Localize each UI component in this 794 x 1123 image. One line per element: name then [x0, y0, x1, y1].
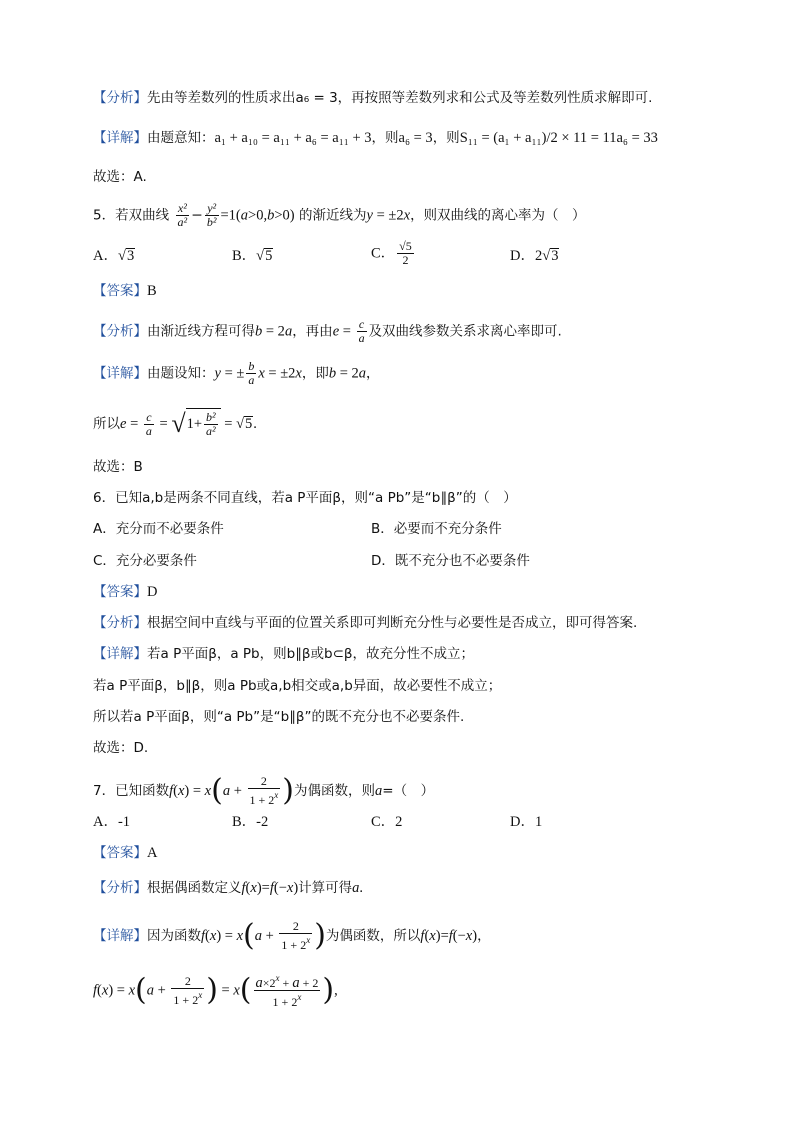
- q6-option-d: D．既不充分也不必要条件: [371, 553, 530, 569]
- answer-tag: 【答案】: [93, 283, 147, 299]
- q5-option-d: D．2√3: [510, 248, 559, 264]
- q7-option-a: A．-1: [93, 814, 131, 830]
- q6-option-a: A．充分而不必要条件: [93, 521, 224, 537]
- q7-detail-end: ，: [477, 928, 491, 944]
- q4-detail-formula2: a₆ = 3: [398, 130, 433, 146]
- q6-line3: 所以若a P平面β，则“a Pb”是“b∥β”的既不充分也不必要条件.: [93, 709, 465, 725]
- q7-option-c: C．2: [371, 814, 403, 830]
- q6-answer: D: [147, 584, 158, 600]
- q5-detail-prefix: 由题设知：: [147, 365, 215, 382]
- q6-answer-line: 【答案】D: [93, 584, 158, 600]
- q6-option-b: B．必要而不充分条件: [371, 521, 502, 537]
- q6-detail-line: 【详解】若a P平面β，a Pb，则b∥β或b⊂β，故充分性不成立；: [93, 646, 475, 662]
- q5-so-line: 所以e = $\frac{c}{a}$ = √1+ $\frac{\text{b²}}{\text{a²}}$ = √5.: [93, 409, 257, 439]
- q5-detail-mid: ，即: [301, 365, 329, 382]
- q4-detail-line: 【详解】由题意知：a₁ + a₁₀ = a₁₁ + a₆ = a₁₁ + 3，则a₆ = 3，则S₁₁ = (a₁ + a₁₁)/2 × 11 = 11a₆ = 33: [93, 130, 658, 146]
- q4-detail-formula3: S₁₁ = (a₁ + a₁₁)/2 × 11 = 11a₆ = 33: [459, 130, 658, 146]
- q5-analysis-prefix: 由渐近线方程可得: [147, 323, 255, 340]
- q7-detail-prefix: 因为函数: [147, 928, 201, 944]
- q6-line2: 若a P平面β，b∥β，则a Pb或a,b相交或a,b异面，故必要性不成立；: [93, 678, 502, 694]
- q5-analysis-suffix: 及双曲线参数关系求离心率即可.: [368, 323, 562, 340]
- q7-analysis-line: 【分析】根据偶函数定义f(x)=f(−x)计算可得a.: [93, 880, 364, 896]
- q7-option-b: B．-2: [232, 814, 269, 830]
- q7-stem-end: =（ ）: [382, 783, 435, 799]
- q5-x2-over-a2: $\frac{\text{x²}}{\text{a²}}$: [177, 201, 188, 229]
- q7-answer-line: 【答案】A: [93, 845, 158, 861]
- q7-option-d: D．1: [510, 814, 543, 830]
- analysis-tag: 【分析】: [93, 90, 147, 106]
- q6-stem: 6．已知a,b是两条不同直线，若a P平面β，则“a Pb”是“b∥β”的（ ）: [93, 490, 517, 506]
- q5-stem-mid: 的渐近线为: [299, 207, 367, 224]
- q5-answer-line: [93, 281, 157, 301]
- q7-expansion-line: f(x) = x(a + $\frac{2}{1 + 2^x}$ ) = x( $\frac{a\times 2^x + a + 2}{1 + 2^x}$ ),: [93, 972, 338, 1009]
- q6-analysis-text: 根据空间中直线与平面的位置关系即可判断充分性与必要性是否成立，即可得答案.: [147, 615, 638, 631]
- q5-analysis-mid: ，再由: [292, 323, 333, 340]
- q5-stem-prefix: 5．若双曲线: [93, 207, 170, 224]
- detail-tag: 【详解】: [93, 130, 147, 146]
- q6-detail-text: 若a P平面β，a Pb，则b∥β或b⊂β，故充分性不成立；: [147, 646, 475, 662]
- q7-stem-suffix: 为偶函数，则: [294, 783, 376, 799]
- q5-answer: B: [147, 283, 157, 299]
- q7-detail-mid: 为偶函数，所以: [325, 928, 421, 944]
- q5-analysis-line: 【分析】由渐近线方程可得b = 2a，再由e = $\frac{c}{a}$ 及双曲线参数关系求离心率即可.: [93, 317, 562, 345]
- q7-analysis-suffix: 计算可得: [298, 880, 353, 896]
- q5-option-b: B．√5: [232, 248, 273, 264]
- q6-analysis-line: 【分析】根据空间中直线与平面的位置关系即可判断充分性与必要性是否成立，即可得答案.: [93, 615, 638, 631]
- q5-so-prefix: 所以: [93, 416, 120, 432]
- q5-option-c: C． $\frac{√5}{2}$: [371, 239, 412, 267]
- q7-stem: 7．已知函数f(x) = x(a + $\frac{2}{1 + 2^x}$ )为偶函数，则a=（ ）: [93, 773, 435, 808]
- q5-choose: 故选：B: [93, 459, 143, 475]
- q7-analysis-prefix: 根据偶函数定义: [147, 880, 242, 896]
- q4-analysis-line: [93, 88, 652, 108]
- q5-stem-suffix: ，则双曲线的离心率为（ ）: [410, 207, 586, 224]
- q4-analysis-text: 先由等差数列的性质求出a₆ = 3，再按照等差数列求和公式及等差数列性质求解即可.: [147, 90, 653, 106]
- q7-detail-line: 【详解】因为函数f(x) = x(a + $\frac{2}{1 + 2^x}$ )为偶函数，所以f(x)=f(−x)，: [93, 918, 491, 953]
- q5-stem: 5．若双曲线 $\frac{\text{x²}}{\text{a²}}$ − $\frac{\text{y²}}{\text{b²}}$ =1(a>0,b>0) 的渐近线为y = ±2x，则双曲线的离心率为（ ）: [93, 201, 586, 229]
- q5-y2-over-b2: $\frac{\text{y²}}{\text{b²}}$: [206, 201, 217, 229]
- q5-option-a: A．√3: [93, 248, 135, 264]
- q6-option-c: C．充分必要条件: [93, 553, 197, 569]
- q4-detail-prefix: 由题意知：: [147, 130, 215, 146]
- q5-detail-line: 【详解】由题设知：y = ± $\frac{b}{a}$ x = ±2x，即b = 2a，: [93, 359, 380, 387]
- q6-choose: 故选：D.: [93, 740, 149, 756]
- q7-stem-prefix: 7．已知函数: [93, 783, 170, 799]
- q7-answer: A: [147, 845, 158, 861]
- q4-choose: 故选：A.: [93, 169, 147, 185]
- q4-detail-mid: ，则: [371, 130, 399, 146]
- q4-detail-formula1: a₁ + a₁₀ = a₁₁ + a₆ = a₁₁ + 3: [214, 130, 372, 146]
